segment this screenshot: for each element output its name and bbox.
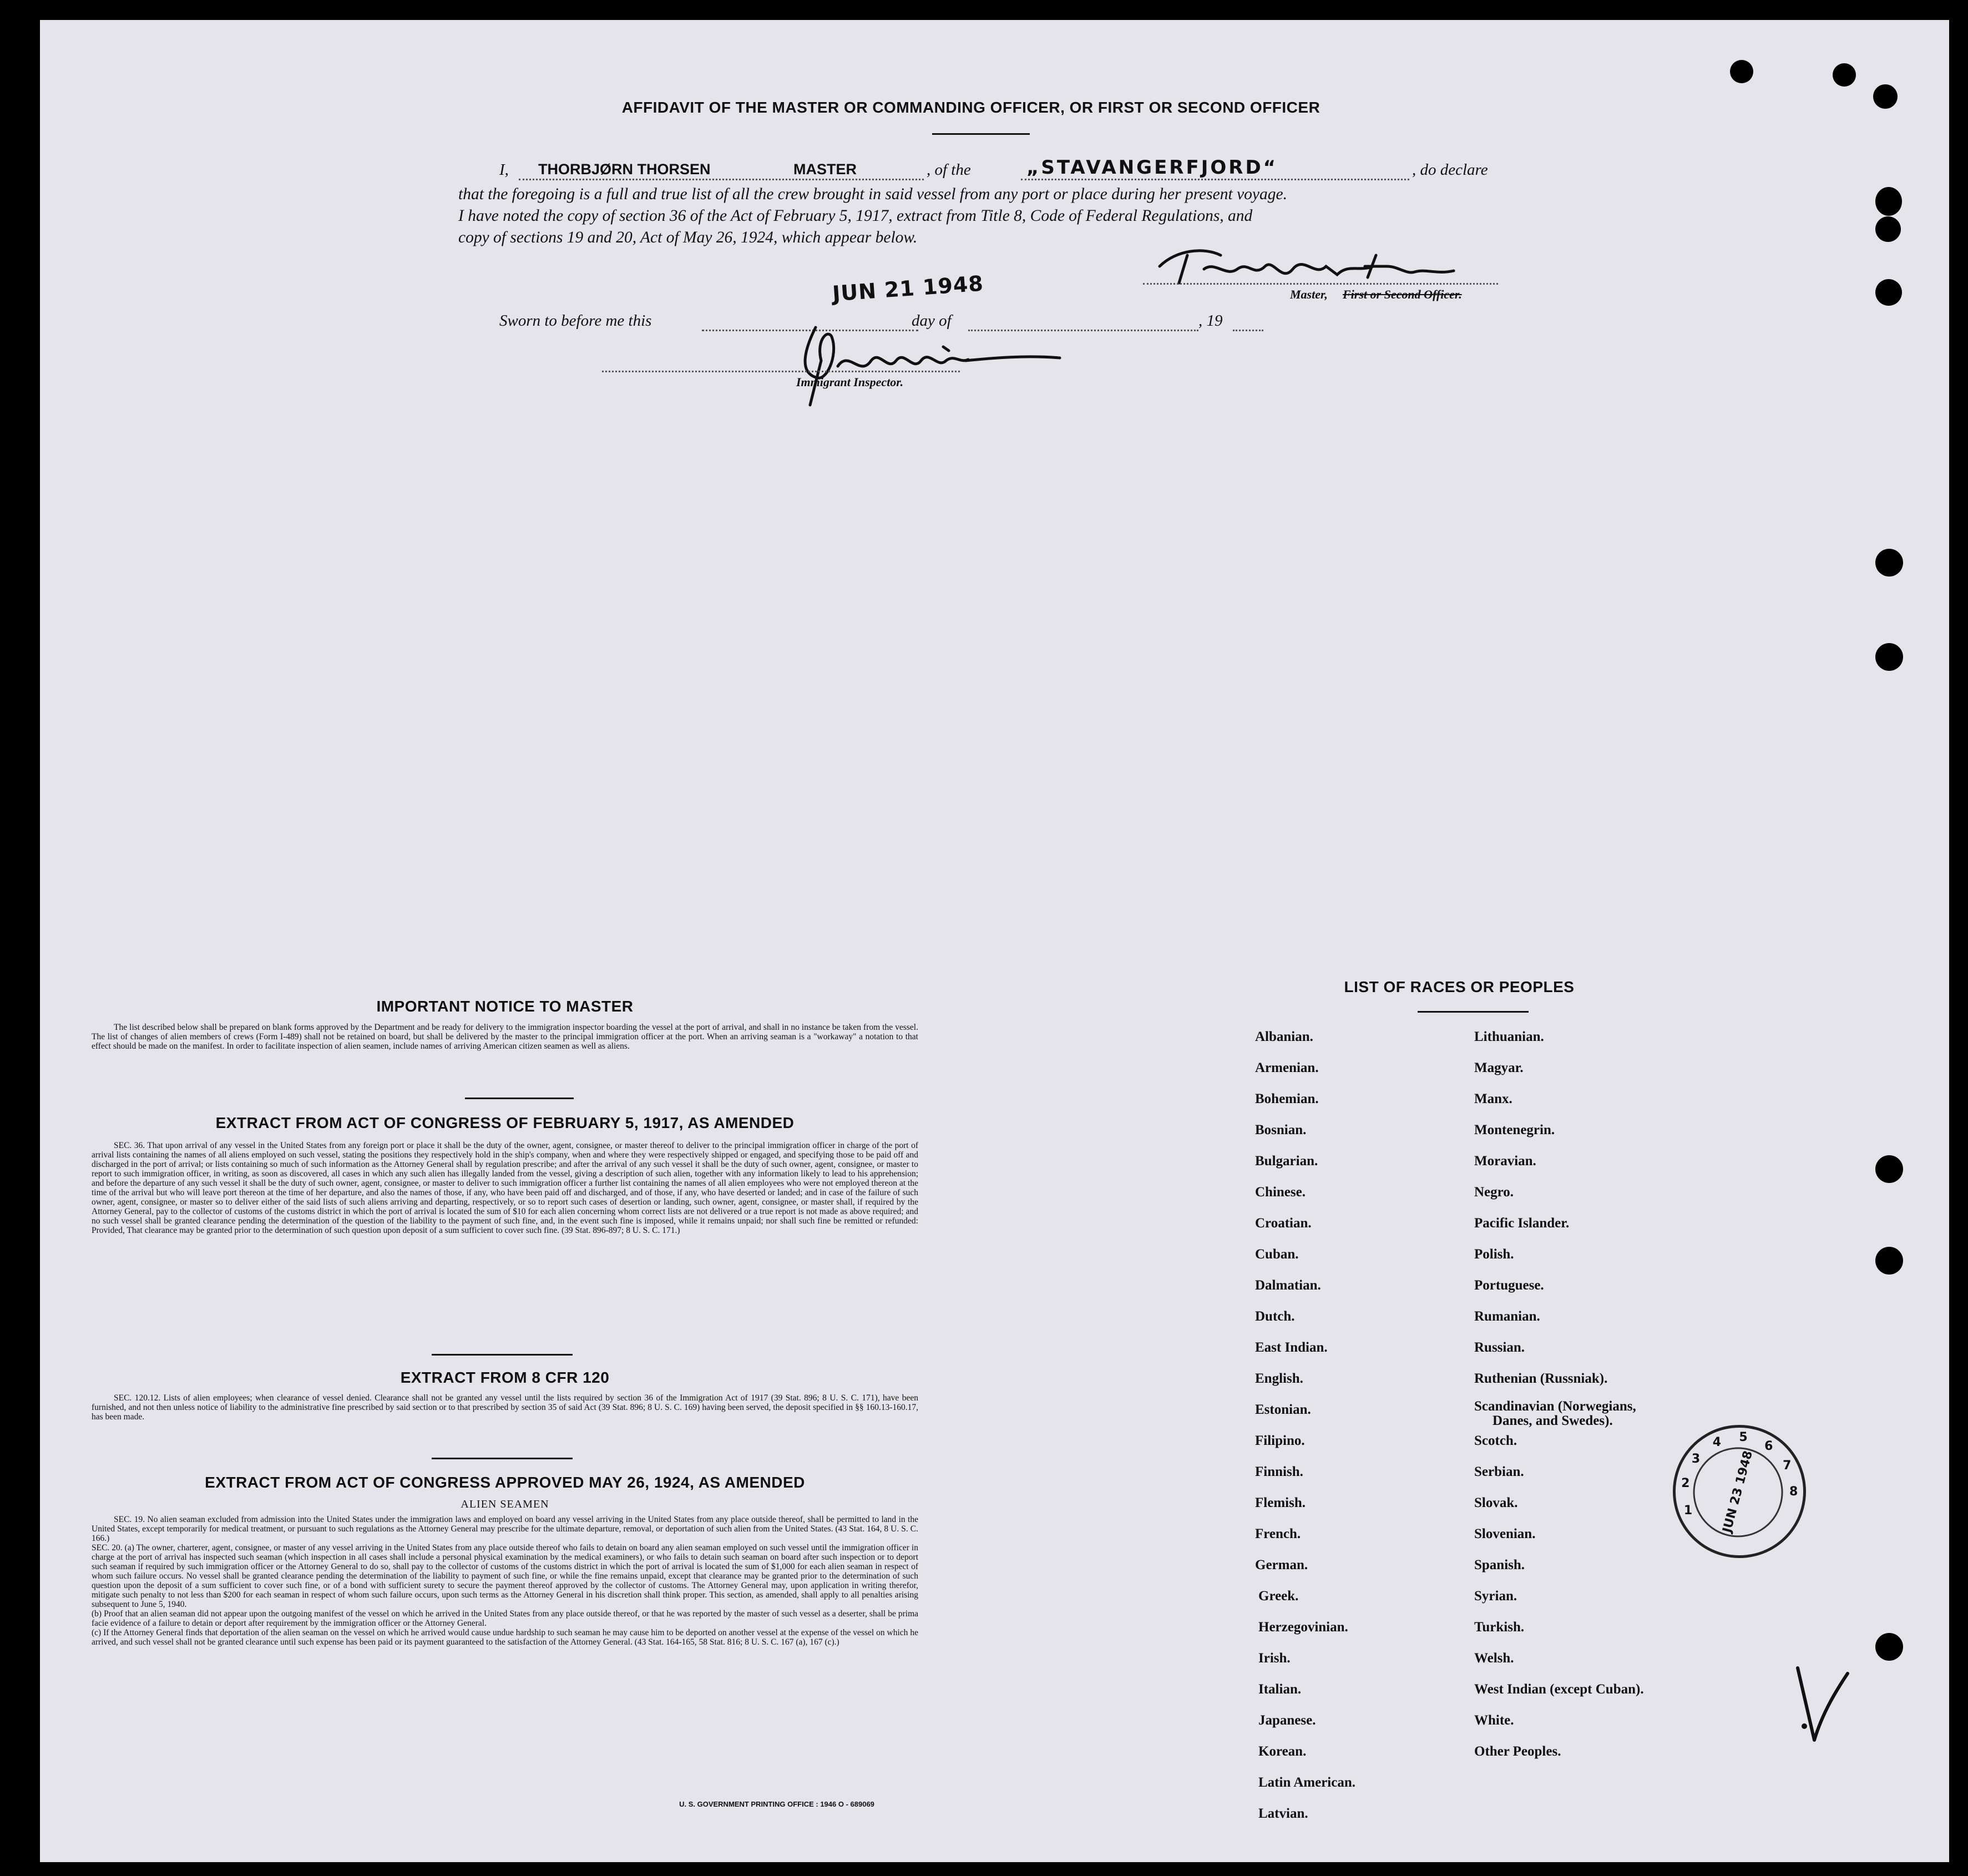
section-rule (465, 1098, 574, 1099)
race-item: Bosnian. (1255, 1122, 1307, 1137)
race-item: English. (1255, 1371, 1303, 1386)
section-rule (432, 1354, 573, 1356)
race-item: Greek. (1258, 1589, 1299, 1604)
inspector-signature-line (602, 371, 960, 372)
do-declare-label: , do declare (1412, 161, 1488, 179)
race-item: Armenian. (1255, 1060, 1319, 1075)
race-item: Danes, and Swedes). (1493, 1413, 1613, 1428)
printer-line: U. S. GOVERNMENT PRINTING OFFICE : 1946 O - 689069 (679, 1800, 874, 1808)
binder-hole (1875, 1633, 1903, 1661)
inspector-caption: Immigrant Inspector. (796, 375, 904, 389)
race-item: French. (1255, 1526, 1301, 1541)
master-caption: Master, (1290, 287, 1328, 301)
race-item: Syrian. (1474, 1589, 1517, 1604)
binder-hole (1875, 643, 1903, 671)
race-item: Japanese. (1258, 1713, 1316, 1728)
race-item: German. (1255, 1558, 1308, 1572)
extract-cfr-body: SEC. 120.12. Lists of alien employees; when clearance of vessel denied. Clearance shall not be granted any vessel until the lists required by section 36 of the Immigration Act of 1917 (39 Stat. 896; 8 U. S. C. 171), have been furnished, and not then unless notice of liability to the administrative fine prescribed by said section or to that prescribed by section 35 of said Act (39 Stat. 896; 8 U. S. C. 169) having been served, the deposit specified in §§ 160.13-160.17, has been made. (92, 1393, 918, 1422)
race-item: Turkish. (1474, 1620, 1525, 1635)
race-item: Latvian. (1258, 1806, 1308, 1821)
of-the-label: , of the (927, 161, 971, 179)
race-item: Dutch. (1255, 1309, 1295, 1324)
vessel-line (1021, 179, 1409, 180)
race-item: Albanian. (1255, 1029, 1313, 1044)
race-item: Bulgarian. (1255, 1154, 1318, 1169)
notice-body: The list described below shall be prepared on blank forms approved by the Department and be ready for delivery to the immigration inspector boarding the vessel at the port of arrival, and shall in no instance be taken from the vessel. The list of changes of alien members of crews (Form I-489) shall not be retained on board, but shall be delivered by the master to the principal immigration officer at the port. When an arriving seaman is a "workaway" a notation to that effect should be made on the manifest. In order to facilitate inspection of alien seamen, include names of arriving American citizen seamen as well as aliens. (92, 1023, 918, 1051)
race-item: Croatian. (1255, 1216, 1312, 1231)
race-item: Other Peoples. (1474, 1744, 1561, 1759)
stamp-number: 2 (1681, 1476, 1690, 1491)
vessel-name: „STAVANGERFJORD“ (1026, 156, 1278, 179)
race-item: Bohemian. (1255, 1091, 1319, 1106)
affidavit-title: AFFIDAVIT OF THE MASTER OR COMMANDING OFFICER, OR FIRST OR SECOND OFFICER (621, 99, 1321, 116)
stamp-number: 3 (1691, 1452, 1701, 1466)
race-item: Serbian. (1474, 1464, 1524, 1479)
sworn-label: Sworn to before me this (499, 312, 652, 330)
master-rank: MASTER (793, 161, 857, 178)
title-rule (932, 133, 1030, 135)
race-item: Rumanian. (1474, 1309, 1540, 1324)
race-item: Irish. (1258, 1651, 1291, 1666)
binder-hole (1875, 279, 1902, 306)
stamp-number: 1 (1683, 1503, 1693, 1518)
inspector-signature (782, 316, 1071, 411)
race-item: Slovak. (1474, 1495, 1518, 1510)
race-item: Ruthenian (Russniak). (1474, 1371, 1608, 1386)
day-of-label: day of (912, 312, 952, 330)
race-item: Spanish. (1474, 1558, 1525, 1572)
binder-hole (1875, 1247, 1903, 1275)
race-item: Herzegovinian. (1258, 1620, 1348, 1635)
extract-1924-subtitle: ALIEN SEAMEN (461, 1498, 549, 1510)
affidavit-body-line-3: copy of sections 19 and 20, Act of May 26, 1924, which appear below. (458, 229, 918, 246)
race-item: Russian. (1474, 1340, 1525, 1355)
binder-hole (1873, 84, 1898, 109)
master-signature (1154, 244, 1465, 289)
race-item: Moravian. (1474, 1154, 1536, 1169)
stamp-number: 7 (1783, 1459, 1792, 1473)
race-item: Lithuanian. (1474, 1029, 1544, 1044)
race-item: Flemish. (1255, 1495, 1306, 1510)
races-title: LIST OF RACES OR PEOPLES (1344, 978, 1575, 995)
master-name: THORBJØRN THORSEN (538, 161, 711, 178)
race-item: Negro. (1474, 1185, 1514, 1200)
races-rule (1418, 1011, 1529, 1013)
binder-hole (1875, 549, 1903, 577)
struck-officer-caption: First or Second Officer. (1343, 287, 1462, 301)
master-signature-line (1143, 283, 1498, 285)
extract-1924-title: EXTRACT FROM ACT OF CONGRESS APPROVED MAY 26, 1924, AS AMENDED (205, 1474, 805, 1491)
race-item: East Indian. (1255, 1340, 1328, 1355)
race-item: Magyar. (1474, 1060, 1524, 1075)
race-item: Pacific Islander. (1474, 1216, 1570, 1231)
race-item: Dalmatian. (1255, 1278, 1321, 1293)
race-item: Finnish. (1255, 1464, 1303, 1479)
race-item: Scandinavian (Norwegians, (1474, 1399, 1636, 1414)
affidavit-body-line-2: I have noted the copy of section 36 of the Act of February 5, 1917, extract from Title 8, Code of Federal Regulations, and (458, 207, 1253, 225)
binder-hole (1833, 63, 1856, 87)
race-item: Manx. (1474, 1091, 1512, 1106)
check-mark (1792, 1662, 1853, 1746)
binder-hole (1875, 216, 1901, 242)
i-label: I, (499, 161, 509, 179)
race-item: Chinese. (1255, 1185, 1306, 1200)
race-item: Portuguese. (1474, 1278, 1544, 1293)
extract-cfr-title: EXTRACT FROM 8 CFR 120 (400, 1369, 610, 1386)
race-item: Latin American. (1258, 1775, 1355, 1790)
section-rule (432, 1458, 573, 1459)
race-item: West Indian (except Cuban). (1474, 1682, 1644, 1697)
stamp-number: 4 (1712, 1435, 1721, 1449)
binder-hole (1875, 187, 1902, 216)
race-item: Welsh. (1474, 1651, 1514, 1666)
binder-hole (1730, 60, 1753, 83)
race-item: Estonian. (1255, 1402, 1311, 1417)
date-stamp: JUN 21 1948 (831, 271, 985, 306)
affidavit-body-line-1: that the foregoing is a full and true list of all the crew brought in said vessel from any port or place during her present voyage. (458, 185, 1287, 203)
race-item: Italian. (1258, 1682, 1302, 1697)
race-item: White. (1474, 1713, 1514, 1728)
extract-1924-body: SEC. 19. No alien seaman excluded from admission into the United States under the immigration laws and employed on board any vessel arriving in the United States from any place outside thereof, shall be permitted to land in the United States, except temporarily for medical treatment, or pursuant to such regulations as the Attorney General may prescribe for the ultimate departure, removal, or deportation of such alien from the United States. (43 Stat. 164, 8 U. S. C. 166.) SEC. 20. (a) The owner, charterer, agent, consignee, or master of any vessel arriving in the United States from any place outside thereof who fails to detain on board any alien seaman employed on such vessel until the immigration officer in charge at the port of arrival has inspected such seaman (which inspection in all cases shall include a personal physical examination by the medical examiners), or who fails to detain such seaman on board after such inspection or to deport such seaman if required by such immigration officer or the Attorney General to do so, shall pay to the collector of customs of the customs district in which the port of arrival is located the sum of $1,000 for each alien seaman in respect of whom such failure occurs. No vessel shall be granted clearance pending the determination of the liability to payment of such fine, or while the fine remains unpaid, except that clearance may be granted prior to the determination of such question upon the deposit of a sum sufficient to cover such fine, or of a bond with sufficient surety to secure the payment thereof approved by the collector of customs. The Attorney General may, upon application in writing therefor, mitigate such penalty to not less than $200 for each seaman in respect of whom such failure occurs, upon such terms as the Attorney General in his discretion shall think proper. This section, as amended, shall apply to all penalties arising subsequent to June 5, 1940. (b) Proof that an alien seaman did not appear upon the outgoing manifest of the vessel on which he arrived in the United States from any place outside thereof, or that he was reported by the master of such vessel as a deserter, shall be prima facie evidence of a failure to detain or deport after requirement by the immigration officer or the Attorney General. (c) If the Attorney General finds that deportation of the alien seaman on the vessel on which he arrived would cause undue hardship to such seaman he may cause him to be deported on another vessel at the expense of the vessel on which he arrived, and such vessel shall not be granted clearance until such expense has been paid or its payment guaranteed to the satisfaction of the Attorney General. (43 Stat. 164-165, 58 Stat. 816; 8 U. S. C. 167 (a), 167 (c).) (92, 1515, 918, 1647)
race-item: Polish. (1474, 1247, 1514, 1262)
stamp-number: 8 (1789, 1485, 1798, 1499)
binder-hole (1875, 1155, 1903, 1183)
extract-1917-body: SEC. 36. That upon arrival of any vessel in the United States from any foreign port or place it shall be the duty of the owner, agent, consignee, or master thereof to deliver to the principal immigration officer in charge of the port of arrival lists containing the names of all aliens employed on such vessel, stating the positions they respectively hold in the ship's company, when and where they were respectively shipped or engaged, and specifying those to be paid off and discharged in the port of arrival; or lists containing so much of such information as the Attorney General shall by regulation prescribe; and after the arrival of any such vessel it shall be the duty of such owner, agent, consignee, or master to report to such immigration officer, in writing, as soon as discovered, all cases in which any such alien has illegally landed from the vessel, giving a description of such alien, together with any information likely to lead to his apprehension; and before the departure of any such vessel it shall be the duty of such owner, agent, consignee, or master to deliver to such immigration officer a further list containing the names of all alien employees who were not employed thereon at the time of the arrival but who will leave port thereon at the time of her departure, and also the names of those, if any, who have been paid off and discharged, and of those, if any, who have deserted or landed; and in case of the failure of such owner, agent, consignee, or master so to deliver either of the said lists of such aliens arriving and departing, respectively, or so to report such cases of desertion or landing, such owner, agent, consignee, or master shall, if required by the Attorney General, pay to the collector of customs of the customs district in which the port of arrival is located the sum of $10 for each alien concerning whom correct lists are not delivered or a true report is not made as above required; and no such vessel shall be granted clearance pending the determination of the question of the liability to the payment of such fine, and, in the event such fine is imposed, while it remains unpaid; nor shall such fine be remitted or refunded: Provided, That clearance may be granted prior to the determination of such question upon deposit of a sum sufficient to cover such fine. (39 Stat. 896-897; 8 U. S. C. 171.) (92, 1141, 918, 1235)
extract-1917-title: EXTRACT FROM ACT OF CONGRESS OF FEBRUARY 5, 1917, AS AMENDED (215, 1114, 795, 1131)
race-item: Korean. (1258, 1744, 1307, 1759)
race-item: Filipino. (1255, 1433, 1305, 1448)
race-item: Scotch. (1474, 1433, 1517, 1448)
sworn-year-line (1233, 330, 1263, 331)
notice-title: IMPORTANT NOTICE TO MASTER (376, 998, 634, 1015)
race-item: Cuban. (1255, 1247, 1299, 1262)
race-item: Slovenian. (1474, 1526, 1536, 1541)
stamp-number: 6 (1764, 1439, 1773, 1453)
race-item: Montenegrin. (1474, 1122, 1555, 1137)
year-label: , 19 (1198, 312, 1223, 330)
name-line (519, 179, 924, 180)
receiving-stamp-date: JUN 23 1948 (1720, 1449, 1755, 1534)
stamp-number: 5 (1739, 1430, 1748, 1445)
